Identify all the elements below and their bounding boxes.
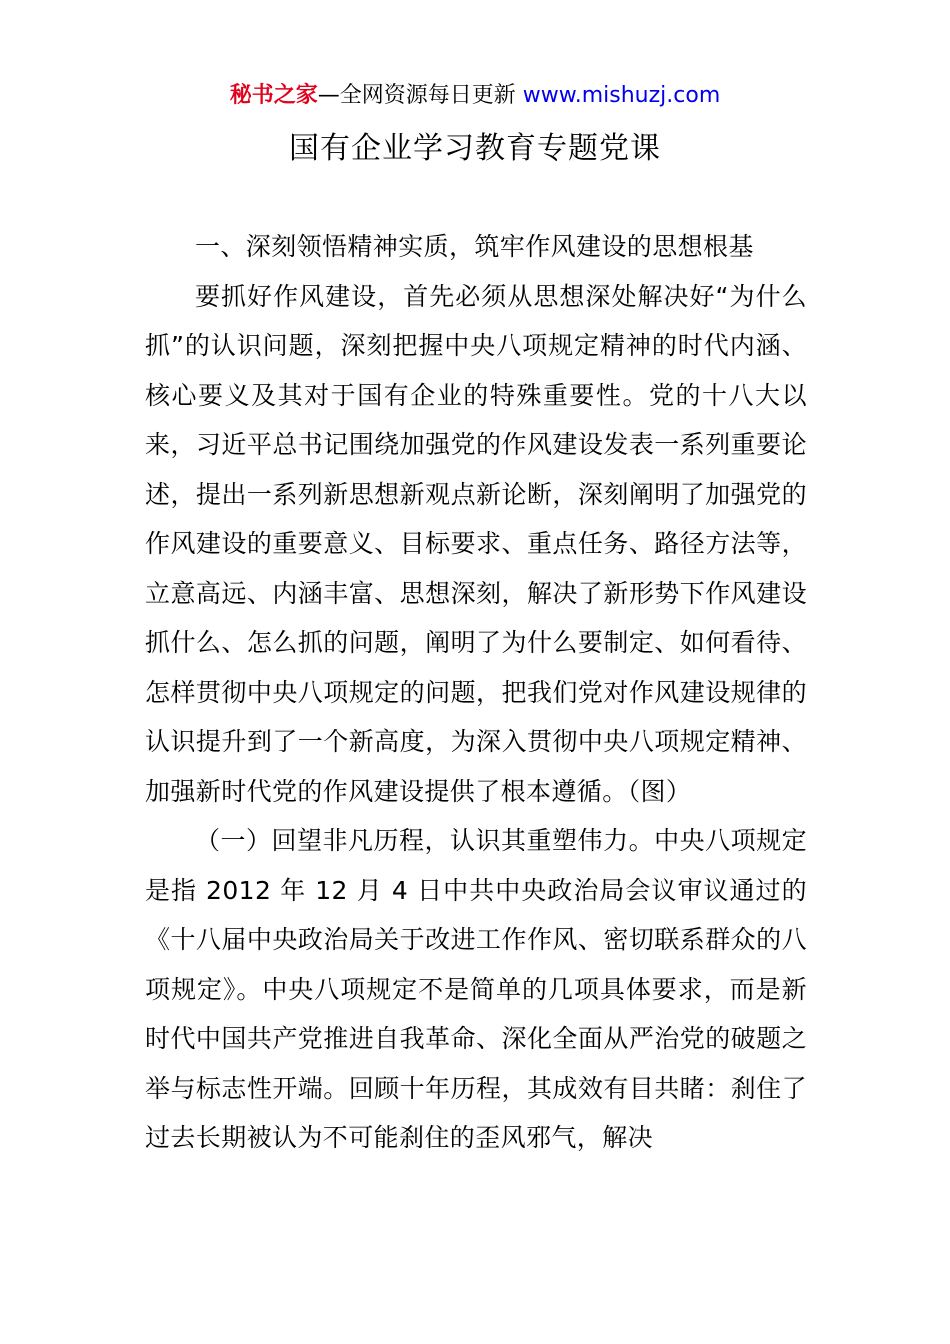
body-paragraph: （一）回望非凡历程，认识其重塑伟力。中央八项规定是指 2012 年 12 月 4 日中共中央政治局会议审议通过的《十八届中央政治局关于改进工作作风、密切联系群众的八项规定》。中央八项规定不是简单的几项具体要求，而是新时代中国共产党推进自我革命、深化全面从严治党的破题之举与标志性开端。回顾十年历程，其成效有目共睹：刹住了过去长期被认为不可能刹住的歪风邪气，解决 <box>145 826 807 1152</box>
site-header <box>0 80 950 112</box>
document-body <box>145 222 807 1163</box>
document-title: 国有企业学习教育专题党课 <box>289 131 661 166</box>
site-tagline: —全网资源每日更新 <box>317 83 523 108</box>
site-url-link[interactable]: www.mishuzj.com <box>522 83 721 108</box>
section-heading: 一、深刻领悟精神实质，筑牢作风建设的思想根基 <box>195 232 754 261</box>
body-paragraph: 要抓好作风建设，首先必须从思想深处解决好“为什么抓”的认识问题，深刻把握中央八项规定精神的时代内涵、核心要义及其对于国有企业的特殊重要性。党的十八大以来，习近平总书记围绕加强党的作风建设发表一系列重要论述，提出一系列新思想新观点新论断，深刻阐明了加强党的作风建设的重要意义、目标要求、重点任务、路径方法等，立意高远、内涵丰富、思想深刻，解决了新形势下作风建设抓什么、怎么抓的问题，阐明了为什么要制定、如何看待、怎样贯彻中央八项规定的问题，把我们党对作风建设规律的认识提升到了一个新高度，为深入贯彻中央八项规定精神、加强新时代党的作风建设提供了根本遵循。（图） <box>145 281 807 806</box>
site-brand: 秘书之家 <box>229 83 318 108</box>
